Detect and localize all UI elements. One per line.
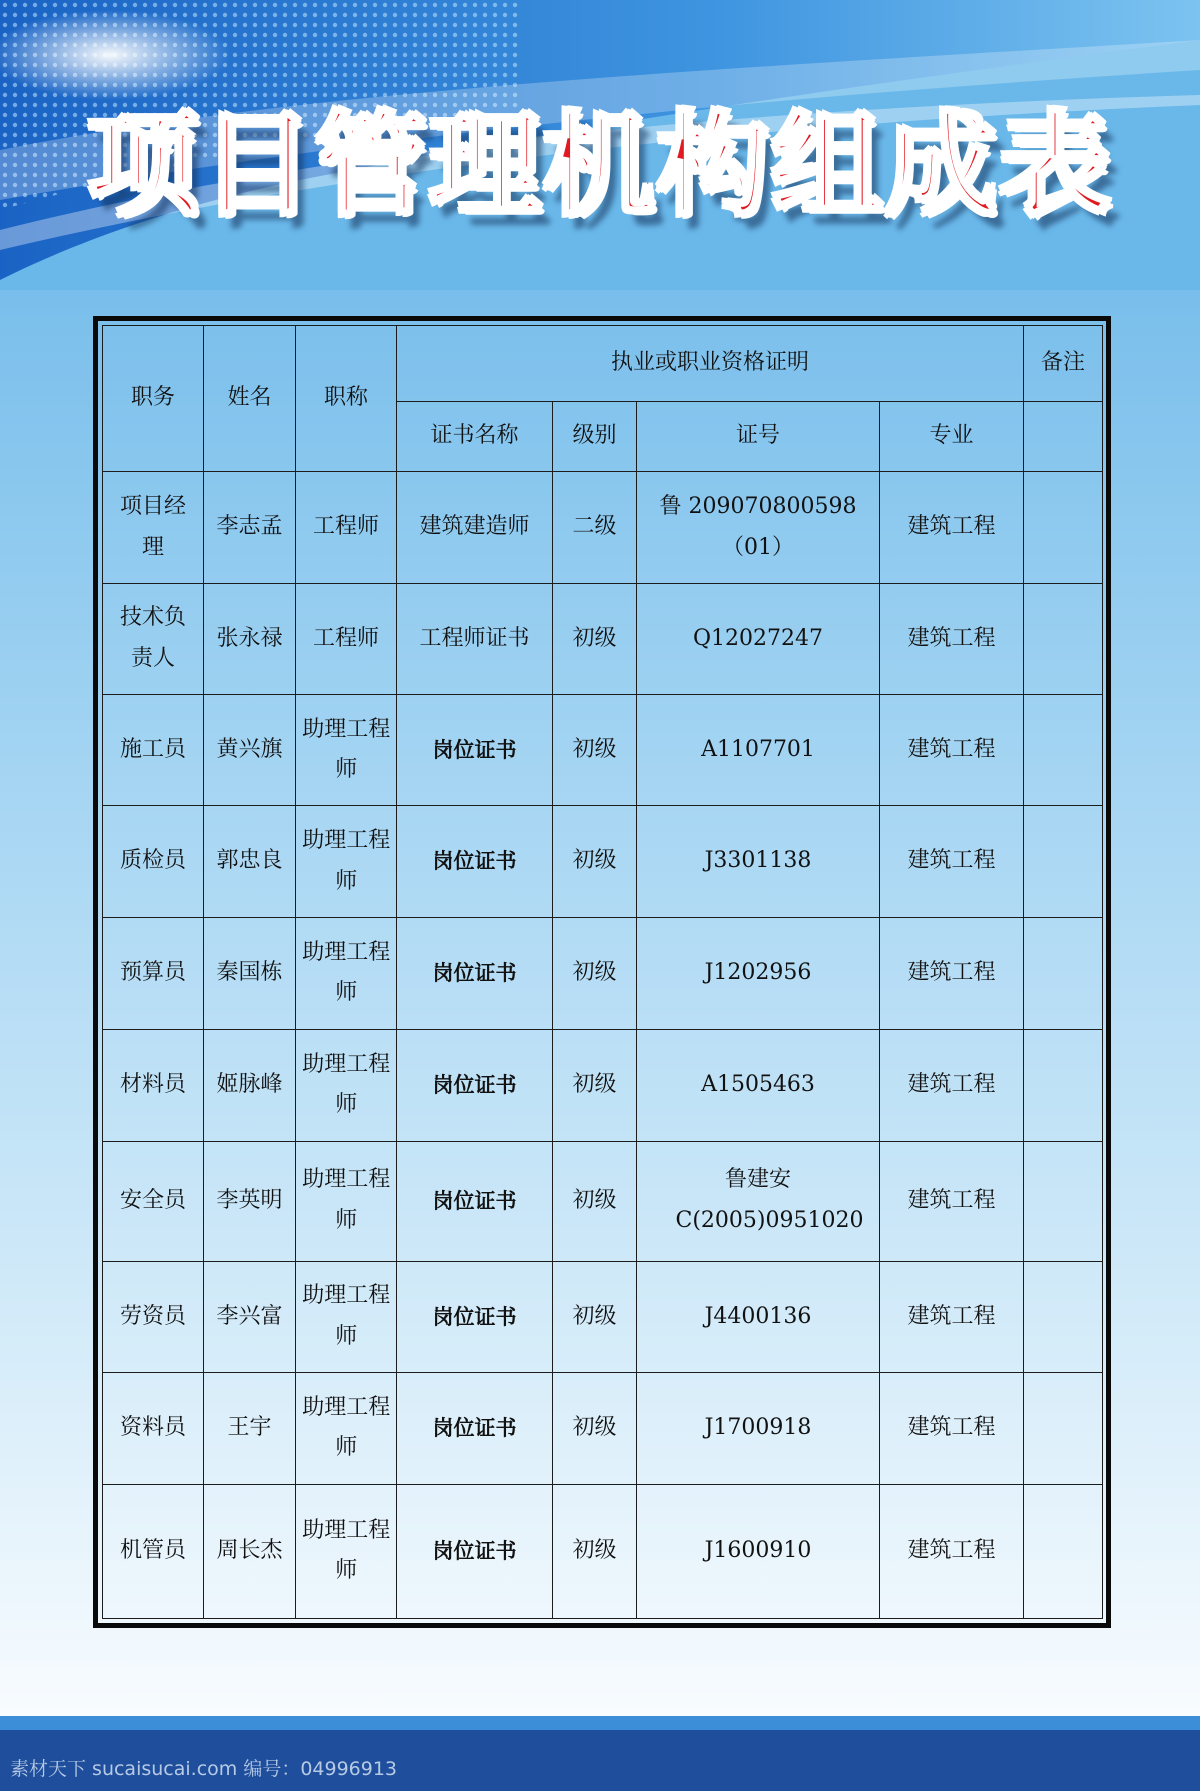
cell-specialty: 建筑工程	[880, 1484, 1024, 1618]
cell-cert-name: 岗位证书	[397, 695, 553, 806]
cell-job-title: 助理工程师	[296, 1141, 397, 1261]
header-cert-name: 证书名称	[397, 402, 553, 472]
cell-level: 二级	[553, 472, 637, 583]
cell-job-title: 助理工程师	[296, 917, 397, 1029]
cell-name: 黄兴旗	[204, 695, 296, 806]
table-row	[103, 1373, 1103, 1484]
header-job-title: 职称	[296, 326, 397, 472]
cell-specialty: 建筑工程	[880, 1261, 1024, 1372]
cell-name: 王宇	[204, 1373, 296, 1484]
cell-cert-name: 岗位证书	[397, 806, 553, 917]
cell-job-title: 助理工程师	[296, 1484, 397, 1618]
cell-cert-no: A1107701	[637, 695, 880, 806]
cell-name: 郭忠良	[204, 806, 296, 917]
cell-position: 安全员	[103, 1141, 204, 1261]
table-row	[103, 1141, 1103, 1261]
cell-remarks	[1024, 1030, 1103, 1141]
cell-remarks	[1024, 1261, 1103, 1372]
cell-job-title: 助理工程师	[296, 1373, 397, 1484]
header-level: 级别	[553, 402, 637, 472]
cell-level: 初级	[553, 695, 637, 806]
cell-position: 资料员	[103, 1373, 204, 1484]
cell-level: 初级	[553, 917, 637, 1029]
cell-level: 初级	[553, 583, 637, 694]
table-row	[103, 583, 1103, 694]
cell-name: 姬脉峰	[204, 1030, 296, 1141]
cell-remarks	[1024, 806, 1103, 917]
header-cert-no: 证号	[637, 402, 880, 472]
cell-specialty: 建筑工程	[880, 1030, 1024, 1141]
table-row	[103, 806, 1103, 917]
cell-remarks	[1024, 1484, 1103, 1618]
cell-position: 质检员	[103, 806, 204, 917]
cell-job-title: 助理工程师	[296, 695, 397, 806]
cell-cert-name: 岗位证书	[397, 1373, 553, 1484]
cell-specialty: 建筑工程	[880, 695, 1024, 806]
cell-job-title: 工程师	[296, 472, 397, 583]
header-specialty: 专业	[880, 402, 1024, 472]
cell-cert-name: 岗位证书	[397, 1261, 553, 1372]
cell-level: 初级	[553, 1261, 637, 1372]
cell-name: 秦国栋	[204, 917, 296, 1029]
cell-remarks	[1024, 583, 1103, 694]
cell-specialty: 建筑工程	[880, 1373, 1024, 1484]
cell-remarks	[1024, 1373, 1103, 1484]
cell-remarks	[1024, 472, 1103, 583]
cell-specialty: 建筑工程	[880, 583, 1024, 694]
table-row	[103, 1484, 1103, 1618]
cell-specialty: 建筑工程	[880, 806, 1024, 917]
cell-cert-no: J1700918	[637, 1373, 880, 1484]
cell-remarks	[1024, 917, 1103, 1029]
cell-job-title: 助理工程师	[296, 806, 397, 917]
cell-cert-no: Q12027247	[637, 583, 880, 694]
organization-table	[102, 325, 1103, 1619]
cell-position: 机管员	[103, 1484, 204, 1618]
cell-cert-no: 鲁建安 C(2005)0951020	[637, 1141, 880, 1261]
cell-job-title: 助理工程师	[296, 1261, 397, 1372]
table-row	[103, 917, 1103, 1029]
header-remarks-blank	[1024, 402, 1103, 472]
footer-stripe	[0, 1716, 1200, 1730]
cell-position: 施工员	[103, 695, 204, 806]
table-row	[103, 1030, 1103, 1141]
table-row	[103, 472, 1103, 583]
cell-cert-no: 鲁 209070800598（01）	[637, 472, 880, 583]
cell-remarks	[1024, 695, 1103, 806]
header-remarks: 备注	[1024, 326, 1103, 402]
cell-level: 初级	[553, 1373, 637, 1484]
watermark-text: 素材天下 sucaisucai.com 编号：04996913	[10, 1758, 398, 1780]
cell-name: 李英明	[204, 1141, 296, 1261]
cell-name: 李兴富	[204, 1261, 296, 1372]
cell-level: 初级	[553, 1030, 637, 1141]
page-title: 项目管理机构组成表	[87, 101, 1113, 231]
organization-table-frame	[93, 316, 1111, 1628]
cell-level: 初级	[553, 806, 637, 917]
table-header-row	[103, 326, 1103, 402]
cell-level: 初级	[553, 1141, 637, 1261]
cell-specialty: 建筑工程	[880, 1141, 1024, 1261]
cell-cert-name: 岗位证书	[397, 1030, 553, 1141]
cell-cert-no: J1600910	[637, 1484, 880, 1618]
cell-job-title: 助理工程师	[296, 1030, 397, 1141]
cell-cert-no: A1505463	[637, 1030, 880, 1141]
table-row	[103, 695, 1103, 806]
cell-position: 项目经理	[103, 472, 204, 583]
cell-specialty: 建筑工程	[880, 917, 1024, 1029]
cell-cert-name: 工程师证书	[397, 583, 553, 694]
cell-specialty: 建筑工程	[880, 472, 1024, 583]
cell-remarks	[1024, 1141, 1103, 1261]
cell-cert-no: J1202956	[637, 917, 880, 1029]
cell-name: 周长杰	[204, 1484, 296, 1618]
cell-cert-no: J3301138	[637, 806, 880, 917]
table-row	[103, 1261, 1103, 1372]
cell-cert-name: 建筑建造师	[397, 472, 553, 583]
cell-position: 预算员	[103, 917, 204, 1029]
cell-cert-name: 岗位证书	[397, 1484, 553, 1618]
header-name: 姓名	[204, 326, 296, 472]
header-position: 职务	[103, 326, 204, 472]
header-qualification-group: 执业或职业资格证明	[397, 326, 1024, 402]
cell-position: 劳资员	[103, 1261, 204, 1372]
cell-name: 李志孟	[204, 472, 296, 583]
cell-level: 初级	[553, 1484, 637, 1618]
cell-cert-no: J4400136	[637, 1261, 880, 1372]
cell-position: 技术负责人	[103, 583, 204, 694]
cell-job-title: 工程师	[296, 583, 397, 694]
cell-position: 材料员	[103, 1030, 204, 1141]
cell-cert-name: 岗位证书	[397, 917, 553, 1029]
cell-name: 张永禄	[204, 583, 296, 694]
cell-cert-name: 岗位证书	[397, 1141, 553, 1261]
